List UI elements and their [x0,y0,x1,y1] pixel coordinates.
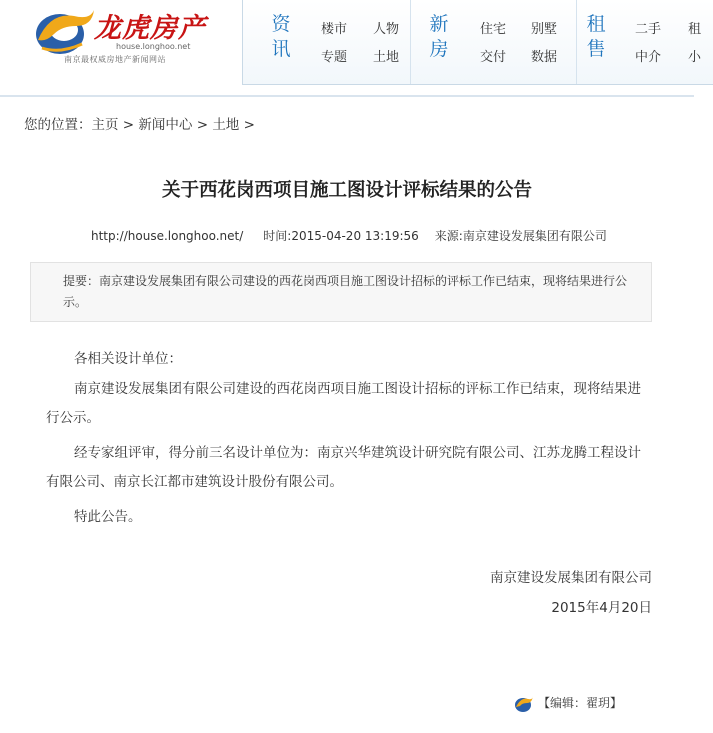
salutation: 各相关设计单位： [74,351,182,367]
logo-url: house.longhoo.net [116,42,191,51]
article-summary-box [30,262,652,322]
article-summary: 提要：南京建设发展集团有限公司建设的西花岗西项目施工图设计招标的评标工作已结束，现将结果进行公示。 [63,274,628,309]
article-title: 关于西花岗西项目施工图设计评标结果的公告 [161,180,532,201]
logo-title: 龙虎房产 [94,13,206,44]
nav-group-new-homes [410,0,577,84]
article-meta [91,227,623,244]
dragon-logo-icon [514,695,534,713]
nav-link-second-hand[interactable]: 二手 [635,22,662,37]
dragon-logo-icon [30,4,100,56]
nav-link-people[interactable]: 人物 [373,22,400,37]
header-divider [0,95,694,97]
nav-group-news [243,0,411,84]
article-source: 来源:南京建设发展集团有限公司 [434,229,607,243]
breadcrumb-land[interactable]: 土地 [212,117,240,133]
nav-category-rent-sale[interactable] [584,12,608,62]
signature-date: 2015年4月20日 [551,600,652,616]
nav-link-land[interactable]: 土地 [373,50,400,65]
nav-link-small[interactable]: 小 [688,50,702,65]
breadcrumb-home[interactable]: 主页 [91,117,119,133]
nav-link-data[interactable]: 数据 [531,50,558,65]
breadcrumb [24,113,255,133]
nav-category-label: 资 讯 [271,13,291,60]
nav-link-topics[interactable]: 专题 [321,50,348,65]
editor-credit [514,694,622,713]
nav-link-villa[interactable]: 别墅 [531,22,558,37]
breadcrumb-trailing: > [239,117,255,133]
breadcrumb-prefix: 您的位置： [24,117,92,133]
nav-category-news[interactable] [269,12,293,62]
editor-name: 【编辑：翟玥】 [538,696,623,710]
closing-line: 特此公告。 [74,509,142,525]
nav-link-delivery[interactable]: 交付 [480,50,507,65]
main-nav [242,0,713,85]
breadcrumb-separator: > [118,117,139,133]
source-url-link[interactable]: http://house.longhoo.net/ [91,229,244,243]
breadcrumb-separator: > [192,117,213,133]
nav-category-label: 租 售 [586,13,606,60]
paragraph-2: 经专家组评审，得分前三名设计单位为：南京兴华建筑设计研究院有限公司、江苏龙腾工程设计有限公司、南京长江都市建筑设计股份有限公司。 [46,445,641,490]
site-header [0,0,702,86]
publish-time: 时间:2015-04-20 13:19:56 [263,229,419,243]
nav-group-rent-sale [576,0,713,84]
site-logo[interactable] [30,4,220,76]
nav-link-rent[interactable]: 租 [688,22,702,37]
nav-link-agency[interactable]: 中介 [635,50,662,65]
signature-org: 南京建设发展集团有限公司 [490,570,652,586]
nav-category-new-homes[interactable] [427,12,451,62]
breadcrumb-news-center[interactable]: 新闻中心 [138,117,193,133]
nav-link-market[interactable]: 楼市 [321,22,348,37]
logo-slogan: 南京最权威房地产新闻网站 [64,55,166,64]
nav-link-residential[interactable]: 住宅 [480,22,507,37]
paragraph-1: 南京建设发展集团有限公司建设的西花岗西项目施工图设计招标的评标工作已结束，现将结果进行公示。 [46,381,641,426]
nav-category-label: 新 房 [429,13,449,60]
